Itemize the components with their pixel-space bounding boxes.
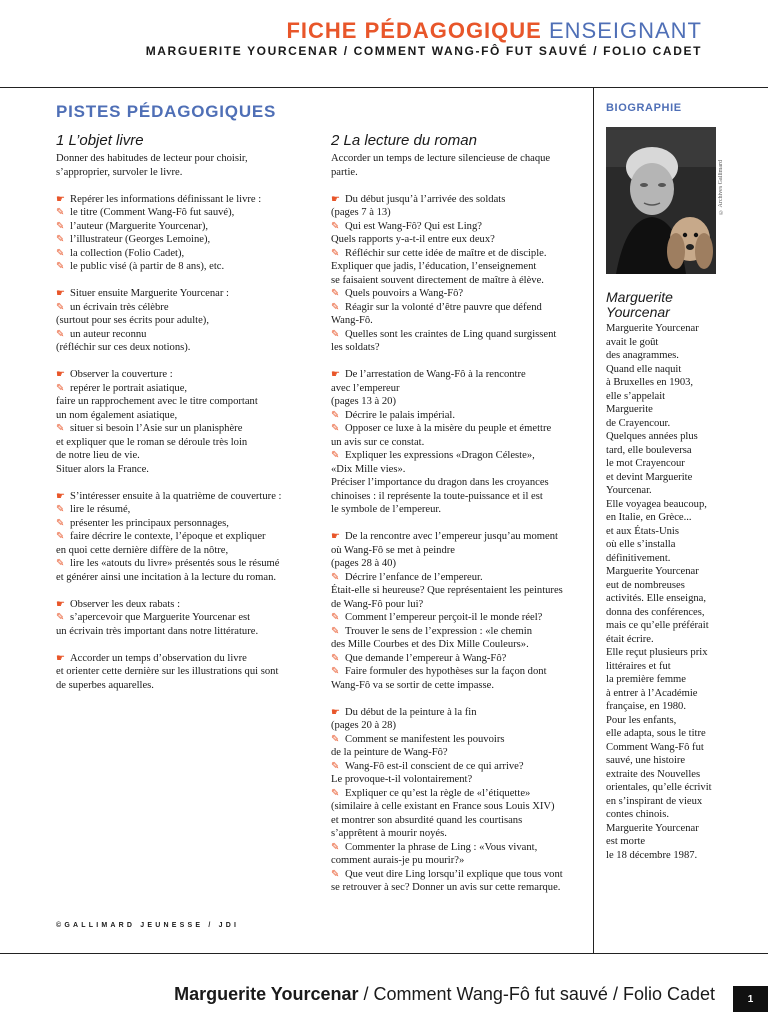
text-line-content: Décrire l’enfance de l’empereur. [345,571,483,583]
text-line [56,463,318,477]
header-title-bold: FICHE PÉDAGOGIQUE [286,18,542,43]
bio-line: mais ce qu’elle préférait [606,620,709,631]
section-title-pistes: PISTES PÉDAGOGIQUES [56,102,277,121]
text-line [331,368,589,382]
header-title-light: ENSEIGNANT [548,18,702,43]
bio-line: sauvé, une histoire [606,755,686,766]
text-line [331,854,589,868]
text-line-content: la collection (Folio Cadet), [70,247,185,259]
text-line [331,692,589,706]
bio-line: Elle voyagea beaucoup, [606,498,707,510]
text-line-content: Wang-Fô. [331,315,373,326]
text-line-content: Que veut dire Ling lorsqu’il explique que tous vont [345,868,563,880]
text-line-content: «Dix Mille vies». [331,463,406,475]
text-line-content: Que demande l’empereur à Wang-Fô? [345,652,507,664]
text-line-content: un avis sur ce constat. [331,436,425,448]
text-line [331,287,589,301]
bio-line: où elle s’installa [606,539,676,550]
bio-line: et devint Marguerite [606,471,693,483]
text-line-content [331,180,334,191]
text-line-content: le symbole de l’empereur. [331,504,442,515]
text-line-content: où Wang-Fô se met à peindre [331,544,455,556]
text-line [331,719,589,733]
text-line [331,152,589,166]
text-line-content [56,180,59,191]
text-line [331,328,589,342]
footer-author: Marguerite Yourcenar [174,984,359,1004]
text-line [331,679,589,693]
text-line [331,517,589,531]
pencil-icon: ✎ [331,409,340,421]
text-line-content: de notre lieu de vie. [56,450,140,461]
text-line [331,395,589,409]
bio-line: elle s’appelait [606,390,666,402]
text-line-content: Situer ensuite Marguerite Yourcenar : [70,288,229,299]
text-line-content [56,275,59,286]
pointing-hand-icon: ☛ [56,288,65,299]
bio-line: Quand elle naquit [606,363,682,375]
text-line [56,179,318,193]
footer-book: / Comment Wang-Fô fut sauvé / Folio Cadet [358,984,715,1004]
pencil-icon: ✎ [331,612,340,623]
pencil-icon: ✎ [56,423,65,434]
pencil-icon: ✎ [331,301,340,313]
pencil-icon: ✎ [331,220,340,232]
bio-line: de Crayencour. [606,417,671,429]
text-line [331,260,589,274]
text-line [56,341,318,355]
text-line-content: Wang-Fô va se sortir de cette impasse. [331,679,495,691]
text-line-content: Était-elle si heureuse? Que représentaient les peintures [331,585,563,596]
text-line-content: Le provoque-t-il volontairement? [331,774,473,785]
text-line-content: Wang-Fô est-il conscient de ce qui arrive? [345,760,524,772]
pencil-icon: ✎ [331,328,340,340]
text-line [331,274,589,288]
header-subtitle: MARGUERITE YOURCENAR / COMMENT WANG-FÔ FUT SAUVÉ / FOLIO CADET [145,44,702,58]
text-line [56,571,318,585]
pencil-icon: ✎ [56,207,65,218]
bio-line: avait le goût [606,336,659,348]
bio-line: et aux États-Unis [606,525,679,537]
pencil-icon: ✎ [331,868,340,880]
bio-line: elle adapta, sous le titre [606,728,706,739]
text-line [331,652,589,666]
author-photo [606,127,716,274]
pointing-hand-icon: ☛ [331,706,340,718]
text-line-content: de Wang-Fô pour lui? [331,598,424,610]
pointing-hand-icon: ☛ [331,369,340,380]
text-line-content: comment aurais-je pu mourir?» [331,855,465,866]
text-line-content: un auteur reconnu [70,328,147,340]
pencil-icon: ✎ [56,261,65,272]
text-line [56,220,318,234]
text-line-content: (similaire à celle existant en France sous Louis XIV) [331,801,555,812]
text-line [56,517,318,531]
text-line [331,341,589,355]
text-line [56,652,318,666]
text-line [56,638,318,652]
text-line-content: Repérer les informations définissant le livre : [70,193,262,205]
text-line-content: Expliquer ce qu’est la règle de «l’étiquette» [345,787,531,799]
pointing-hand-icon: ☛ [56,652,65,664]
bottom-divider [0,953,768,954]
text-line [56,368,318,382]
pointing-hand-icon: ☛ [56,598,65,610]
text-line [331,544,589,558]
bio-line: la première femme [606,674,686,685]
text-line [331,868,589,882]
column-body [331,152,589,895]
text-line [331,233,589,247]
text-line-content: l’auteur (Marguerite Yourcenar), [70,220,209,232]
text-line [56,301,318,315]
text-line-content: des Mille Courbes et des Dix Mille Couleurs». [331,639,529,650]
text-line [331,571,589,585]
text-line [331,557,589,571]
text-line [331,193,589,207]
text-line-content: Comment se manifestent les pouvoirs [345,733,505,745]
pencil-icon: ✎ [331,625,340,637]
bio-line: est morte [606,836,646,847]
bio-line: extraite des Nouvelles [606,768,701,780]
pencil-icon: ✎ [56,247,65,259]
text-line-content [56,356,59,367]
bio-line: Quelques années plus [606,431,698,442]
pencil-icon: ✎ [56,531,65,542]
bio-text [606,322,756,862]
text-line [331,733,589,747]
text-line-content: De l’arrestation de Wang-Fô à la rencontre [345,369,526,380]
footer-title [174,984,715,1005]
column-divider [593,87,594,953]
pointing-hand-icon: ☛ [56,369,65,380]
text-line-content: l’illustrateur (Georges Lemoine), [70,234,211,245]
pencil-icon: ✎ [56,328,65,340]
bio-line: donna des conférences, [606,606,705,618]
text-line-content: (pages 7 à 13) [331,207,391,218]
text-line-content: Quelles sont les craintes de Ling quand surgissent [345,328,557,340]
bio-line: activités. Elle enseigna, [606,593,707,604]
text-line-content: les soldats? [331,342,380,353]
pencil-icon: ✎ [331,288,340,299]
pencil-icon: ✎ [56,220,65,232]
text-line [56,436,318,450]
bio-line: des anagrammes. [606,350,679,361]
text-line [56,665,318,679]
bio-line: orientales, qu’elle écrivit [606,782,712,793]
section-title-biographie: BIOGRAPHIE [606,102,682,114]
pencil-icon: ✎ [331,733,340,745]
bio-line: eut de nombreuses [606,579,685,591]
photo-credit: © Archives Gallimard [718,160,724,215]
bio-line: Marguerite Yourcenar [606,822,699,834]
pencil-icon: ✎ [331,666,340,677]
top-divider [0,87,768,88]
text-line [56,598,318,612]
pencil-icon: ✎ [56,504,65,515]
text-line-content: un écrivain très célèbre [70,301,169,313]
text-line [331,638,589,652]
text-line-content [56,639,59,650]
text-line-content: faire décrire le contexte, l’époque et expliquer [70,531,266,542]
text-line-content: Opposer ce luxe à la misère du peuple et émettre [345,423,552,434]
text-line-content: de superbes aquarelles. [56,679,154,691]
text-line-content: un écrivain très important dans notre littérature. [56,625,259,637]
text-line [56,193,318,207]
text-line [56,557,318,571]
heading-lecture-roman: 2 La lecture du roman [331,132,477,149]
bio-line: en s’inspirant de vieux [606,795,703,807]
text-line-content: avec l’empereur [331,382,400,394]
text-line [331,706,589,720]
pencil-icon: ✎ [56,234,65,245]
text-line [331,814,589,828]
pencil-icon: ✎ [331,247,340,259]
pencil-icon: ✎ [331,571,340,583]
pencil-icon: ✎ [331,841,340,853]
text-line [331,800,589,814]
pointing-hand-icon: ☛ [331,193,340,205]
text-line-content: se retrouver à sec? Donner un avis sur cette remarque. [331,882,561,893]
text-line-content: Du début jusqu’à l’arrivée des soldats [345,193,506,205]
text-line-content: (pages 28 à 40) [331,558,397,569]
text-line-content: Faire formuler des hypothèses sur la façon dont [345,666,547,677]
text-line [56,355,318,369]
text-line-content: s’apprêtent à mourir noyés. [331,828,447,839]
page-number: 1 [733,986,768,1012]
text-line [331,881,589,895]
text-line [331,746,589,760]
text-line [56,584,318,598]
text-line-content: Situer alors la France. [56,463,149,475]
text-line [331,422,589,436]
pencil-icon: ✎ [56,612,65,623]
pencil-icon: ✎ [56,301,65,313]
text-line-content: un nom également asiatique, [56,409,178,421]
text-line [56,206,318,220]
text-line [331,355,589,369]
bio-line: tard, elle bouleversa [606,444,692,456]
text-line [56,611,318,625]
text-line [56,490,318,504]
bio-line: française, en 1980. [606,701,687,712]
text-line-content: Quels pouvoirs a Wang-Fô? [345,288,464,299]
text-line-content: et expliquer que le roman se déroule très loin [56,436,248,448]
text-line [331,220,589,234]
bio-line: Marguerite Yourcenar [606,323,699,334]
text-line-content: faire un rapprochement avec le titre comportant [56,396,258,407]
text-line [331,449,589,463]
text-line-content: de la peinture de Wang-Fô? [331,747,448,758]
bio-line: Marguerite Yourcenar [606,566,699,577]
text-line [56,395,318,409]
text-line [331,179,589,193]
text-line-content [56,585,59,596]
text-line [56,476,318,490]
text-line-content: partie. [331,166,358,178]
text-line-content: Réfléchir sur cette idée de maître et de disciple. [345,247,547,259]
text-line-content: se faisaient souvent directement de maître à élève. [331,274,544,286]
text-line [56,166,318,180]
text-line [56,449,318,463]
text-line [331,382,589,396]
text-line-content: Décrire le palais impérial. [345,409,456,421]
text-line-content: S’intéresser ensuite à la quatrième de couverture : [70,490,282,502]
column-body [56,152,318,692]
heading-objet-livre: 1 L’objet livre [56,132,144,149]
text-line [331,787,589,801]
text-line-content: Observer la couverture : [70,369,173,380]
bio-line: Marguerite [606,404,653,415]
text-line [56,328,318,342]
bio-name-line: Marguerite [606,289,673,305]
text-line-content: Trouver le sens de l’expression : «le chemin [345,625,533,637]
bio-line: Elle reçut plusieurs prix [606,647,708,658]
text-line [56,679,318,693]
text-line-content [331,518,334,529]
text-line [331,436,589,450]
text-line-content: lire les «atouts du livre» présentés sous le résumé [70,558,280,569]
pencil-icon: ✎ [331,423,340,434]
bio-line: Yourcenar. [606,485,652,496]
text-line-content: (pages 13 à 20) [331,396,397,407]
pencil-icon: ✎ [56,517,65,529]
bio-line: définitivement. [606,552,671,564]
text-line-content: le public visé (à partir de 8 ans), etc. [70,261,225,272]
text-line [56,503,318,517]
text-line [331,206,589,220]
text-line [331,760,589,774]
bio-line: le mot Crayencour [606,458,685,469]
text-line [331,625,589,639]
bio-line: à entrer à l’Académie [606,687,698,699]
text-line-content: Expliquer que jadis, l’éducation, l’enseignement [331,261,537,272]
text-line [331,611,589,625]
bio-line: Pour les enfants, [606,714,677,726]
text-line-content: Du début de la peinture à la fin [345,706,477,718]
pointing-hand-icon: ☛ [56,490,65,502]
text-line-content: en quoi cette dernière diffère de la nôtre, [56,544,229,556]
text-line [331,409,589,423]
text-line-content: et orienter cette dernière sur les illustrations qui sont [56,666,279,677]
text-line-content: le titre (Comment Wang-Fô fut sauvé), [70,207,235,218]
text-line-content: (réfléchir sur ces deux notions). [56,342,191,353]
text-line [331,314,589,328]
text-line [331,827,589,841]
text-line-content: s’apercevoir que Marguerite Yourcenar est [70,612,251,623]
text-line [56,409,318,423]
pencil-icon: ✎ [331,787,340,799]
text-line-content: présenter les principaux personnages, [70,517,229,529]
header-title [286,18,702,44]
bio-line: Comment Wang-Fô fut [606,741,704,753]
text-line [56,287,318,301]
column-lecture-roman [331,132,589,895]
text-line-content: Comment l’empereur perçoit-il le monde réel? [345,612,543,623]
bio-line: le 18 décembre 1987. [606,849,698,861]
text-line [56,544,318,558]
text-line [56,247,318,261]
text-line [331,503,589,517]
text-line-content: Préciser l’importance du dragon dans les croyances [331,477,549,488]
text-line [331,166,589,180]
bio-line: littéraires et fut [606,660,671,672]
text-line [56,314,318,328]
pointing-hand-icon: ☛ [331,531,340,542]
text-line-content: et générer ainsi une incitation à la lecture du roman. [56,571,277,583]
text-line [331,530,589,544]
column-objet-livre [56,132,318,692]
bio-name-line: Yourcenar [606,304,670,320]
bio-line: contes chinois. [606,809,669,820]
text-line-content: situer si besoin l’Asie sur un planisphère [70,423,243,434]
text-line [331,584,589,598]
bio-name [606,290,673,320]
pencil-icon: ✎ [56,558,65,569]
text-line-content: Réagir sur la volonté d’être pauvre que défend [345,301,542,313]
bio-line: à Bruxelles en 1903, [606,377,694,388]
text-line [56,530,318,544]
text-line-content: Accorder un temps de lecture silencieuse de chaque [331,153,551,164]
text-line-content: (surtout pour ses écrits pour adulte), [56,315,209,326]
pencil-icon: ✎ [56,382,65,394]
text-line [56,233,318,247]
text-line [331,463,589,477]
text-line-content: Observer les deux rabats : [70,598,181,610]
text-line [56,260,318,274]
text-line [331,665,589,679]
text-line [331,841,589,855]
text-line-content [331,356,334,367]
bio-line: en Italie, en Grèce... [606,512,692,523]
text-line-content: lire le résumé, [70,504,131,515]
text-line [56,382,318,396]
text-line-content: chinoises : il représente la toute-puissance et il est [331,490,543,502]
text-line [331,301,589,315]
text-line-content: s’approprier, survoler le livre. [56,166,183,178]
text-line [331,773,589,787]
bio-line: était écrire. [606,633,654,645]
text-line [56,274,318,288]
text-line [56,152,318,166]
text-line [331,490,589,504]
text-line-content [56,477,59,488]
pencil-icon: ✎ [331,760,340,772]
text-line-content: Quels rapports y-a-t-il entre eux deux? [331,234,495,245]
text-line-content: (pages 20 à 28) [331,720,397,731]
text-line [56,625,318,639]
text-line-content [331,693,334,704]
pencil-icon: ✎ [331,652,340,664]
text-line-content: Qui est Wang-Fô? Qui est Ling? [345,220,482,232]
text-line-content: Commenter la phrase de Ling : «Vous vivant, [345,841,538,853]
pointing-hand-icon: ☛ [56,193,65,205]
text-line [331,476,589,490]
text-line-content: Accorder un temps d’observation du livre [70,652,247,664]
text-line-content: Expliquer les expressions «Dragon Céleste», [345,450,535,461]
text-line [331,247,589,261]
text-line-content: Donner des habitudes de lecteur pour choisir, [56,153,248,164]
pencil-icon: ✎ [331,450,340,461]
text-line [56,422,318,436]
text-line-content: et montrer son absurdité quand les courtisans [331,814,523,826]
copyright: ©GALLIMARD JEUNESSE / JDI [56,922,240,929]
text-line [331,598,589,612]
text-line-content: repérer le portrait asiatique, [70,382,188,394]
author-photo-drawing [606,127,716,274]
text-line-content: De la rencontre avec l’empereur jusqu’au moment [345,531,558,542]
